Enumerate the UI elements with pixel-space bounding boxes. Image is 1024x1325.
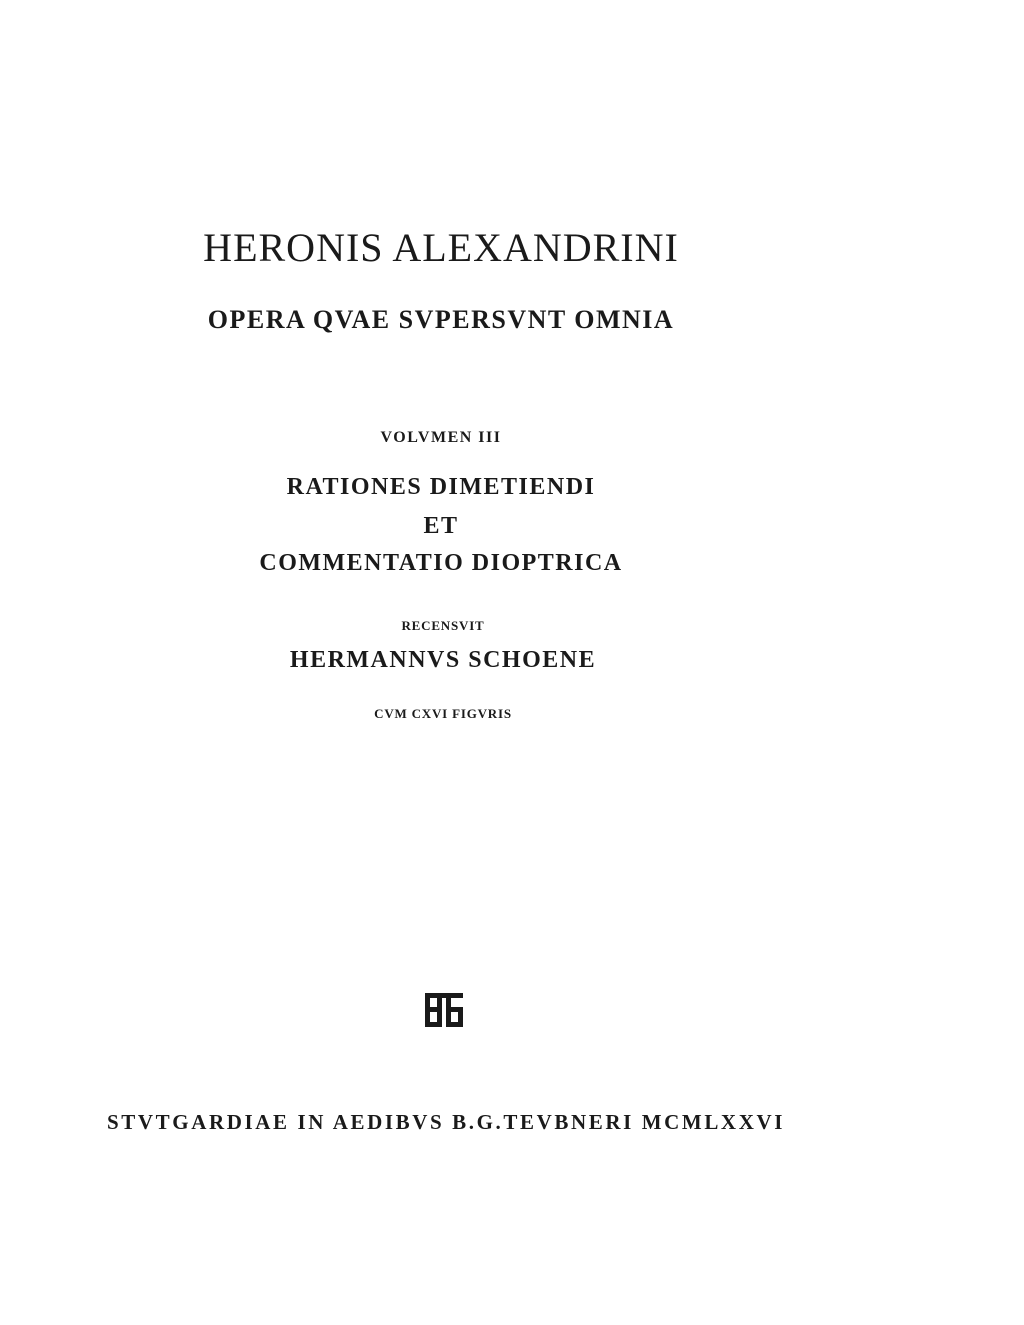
series-title: OPERA QVAE SVPERSVNT OMNIA: [207, 305, 675, 334]
imprint: STVTGARDIAE IN AEDIBVS B.G.TEVBNERI MCMLXXVI: [107, 1110, 785, 1134]
author-name: HERONIS ALEXANDRINI: [203, 225, 679, 270]
recensvit-label: RECENSVIT: [401, 618, 485, 633]
work-title-line-2: ET: [423, 513, 459, 539]
editor-name: HERMANNVS SCHOENE: [289, 647, 597, 673]
work-title-line-3: COMMENTATIO DIOPTRICA: [259, 550, 623, 576]
figures-note: CVM CXVI FIGVRIS: [374, 706, 512, 721]
volume-number: VOLVMEN III: [380, 429, 502, 446]
work-title-line-1: RATIONES DIMETIENDI: [286, 474, 596, 500]
publisher-logo-icon: [424, 992, 464, 1028]
